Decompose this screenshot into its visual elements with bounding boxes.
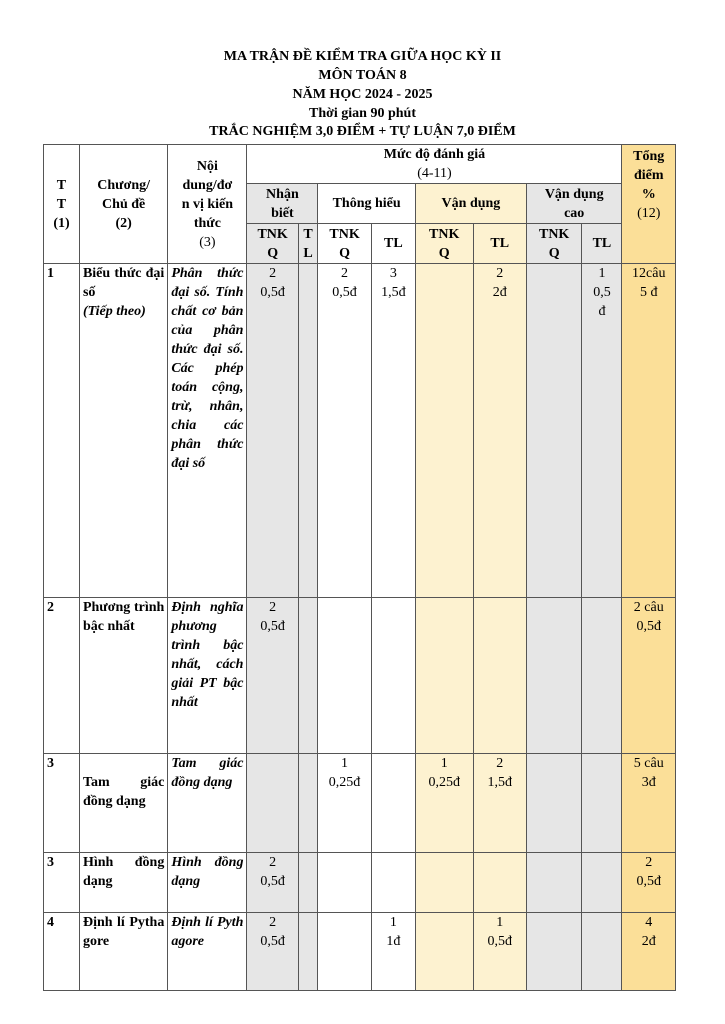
col-vdc-tnkq: TNK Q [526,224,581,264]
col-vdc-tl: TL [582,224,622,264]
cell-nb-tnkq: 2 0,5đ [247,853,298,913]
col-chapter-header [79,145,167,264]
row-tt: 1 [44,264,80,598]
cell-vd-tl [473,853,526,913]
cell-vdc-tnkq [526,853,581,913]
cell-vd-tnkq [415,598,473,754]
col-tt-header: T T (1) [44,145,80,264]
cell-vdc-tl [582,754,622,853]
table-row [44,913,676,991]
cell-th-tnkq: 1 0,25đ [318,754,371,853]
cell-nb-tl [298,264,318,598]
header-row-1 [44,145,676,184]
doc-subject: MÔN TOÁN 8 [318,68,407,83]
row-tt: 3 [44,754,80,853]
cell-th-tl: 3 1,5đ [371,264,415,598]
cell-vd-tnkq [415,853,473,913]
col-vd-tnkq: TNK Q [415,224,473,264]
row-chapter: Phương trình bậc nhất [79,598,167,754]
cell-vd-tl: 2 1,5đ [473,754,526,853]
cell-nb-tnkq: 2 0,5đ [247,913,298,991]
cell-vd-tl [473,598,526,754]
col-content-num: (3) [199,234,216,250]
col-thong-hieu: Thông hiểu [318,184,416,224]
cell-th-tl [371,754,415,853]
row-chapter-text: Biểu thức đại số [82,266,165,300]
row-tt: 2 [44,598,80,754]
col-level-label: Mức độ đánh giá [383,147,486,162]
row-content: Hình đồng dạng [168,853,247,913]
cell-total: 2 câu 0,5đ [622,598,676,754]
cell-th-tnkq: 2 0,5đ [318,264,371,598]
col-level-header [247,145,622,184]
col-nb-tnkq: TNK Q [247,224,298,264]
table-row [44,598,676,754]
exam-matrix-table [43,144,676,991]
cell-total: 12câu 5 đ [622,264,676,598]
row-tt: 3 [44,853,80,913]
row-chapter: Tam giác đồng dạng [79,754,167,853]
col-content-label: Nội dung/đơ n vị kiến thức [181,158,234,231]
table-row [44,264,676,598]
row-chapter: Hình đồng dạng [79,853,167,913]
row-chapter-extra: (Tiếp theo) [82,304,146,319]
doc-title: MA TRẬN ĐỀ KIỂM TRA GIỮA HỌC KỲ II [223,49,502,64]
cell-vdc-tl: 1 0,5 đ [582,264,622,598]
cell-nb-tnkq: 2 0,5đ [247,264,298,598]
col-nhan-biet: Nhận biết [247,184,318,224]
cell-vd-tl: 2 2đ [473,264,526,598]
cell-th-tnkq [318,913,371,991]
cell-vdc-tnkq [526,913,581,991]
cell-nb-tnkq [247,754,298,853]
cell-nb-tl [298,598,318,754]
row-content: Tam giác đồng dạng [168,754,247,853]
col-th-tl: TL [371,224,415,264]
cell-vdc-tnkq [526,754,581,853]
cell-nb-tl [298,853,318,913]
document-header [0,47,725,141]
doc-duration: Thời gian 90 phút [309,106,416,121]
cell-vdc-tl [582,853,622,913]
col-total-label: Tổng điểm % [633,149,665,202]
cell-th-tl [371,853,415,913]
cell-th-tl: 1 1đ [371,913,415,991]
row-chapter [79,264,167,598]
col-chapter-label: Chương/ Chủ đề (2) [97,177,150,231]
cell-nb-tl [298,754,318,853]
cell-total: 2 0,5đ [622,853,676,913]
cell-vdc-tnkq [526,264,581,598]
cell-vdc-tnkq [526,598,581,754]
col-vd-tl: TL [473,224,526,264]
row-content: Phân thức đại số. Tính chất cơ bản của phân thức đại số. Các phép toán cộng, trừ, nhân, chia các phân thức đại số [168,264,247,598]
doc-score-split: TRẮC NGHIỆM 3,0 ĐIỂM + TỰ LUẬN 7,0 ĐIỂM [209,124,516,139]
table-row [44,853,676,913]
row-chapter: Định lí Pythagore [79,913,167,991]
cell-total: 5 câu 3đ [622,754,676,853]
cell-vd-tnkq [415,264,473,598]
cell-th-tnkq [318,853,371,913]
row-tt: 4 [44,913,80,991]
col-total-header [622,145,676,264]
col-van-dung: Vận dụng [415,184,526,224]
cell-vd-tnkq [415,913,473,991]
cell-total: 4 2đ [622,913,676,991]
row-content: Định nghĩa phương trình bậc nhất, cách giải PT bậc nhất [168,598,247,754]
cell-vd-tl: 1 0,5đ [473,913,526,991]
col-content-header [168,145,247,264]
cell-vdc-tl [582,913,622,991]
cell-nb-tnkq: 2 0,5đ [247,598,298,754]
row-content: Định lí Pythagore [168,913,247,991]
table-row [44,754,676,853]
cell-nb-tl [298,913,318,991]
col-th-tnkq: TNK Q [318,224,371,264]
cell-th-tnkq [318,598,371,754]
cell-th-tl [371,598,415,754]
cell-vdc-tl [582,598,622,754]
cell-vd-tnkq: 1 0,25đ [415,754,473,853]
col-level-range: (4-11) [417,166,452,181]
col-total-num: (12) [637,206,661,221]
col-nb-tl: T L [298,224,318,264]
col-van-dung-cao: Vận dụng cao [526,184,622,224]
doc-school-year: NĂM HỌC 2024 - 2025 [292,87,433,102]
